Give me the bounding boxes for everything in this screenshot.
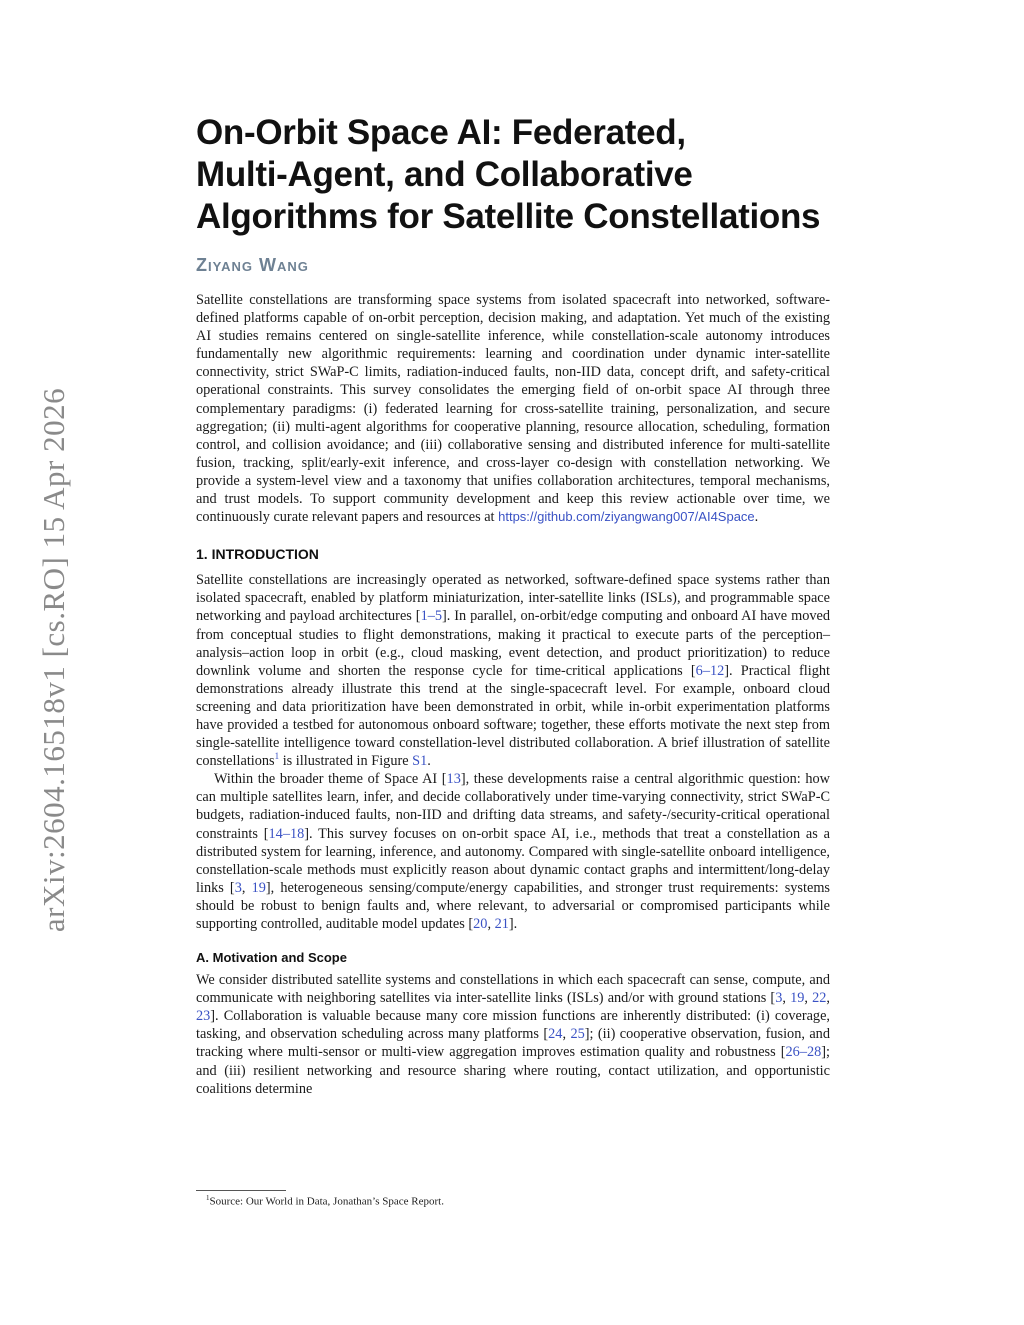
text-run: ], heterogeneous sensing/compute/energy capabilities, and stronger trust requirements: systems should be robust to benign faults and, where relevant, to adversarial or compromised participants while supporting controlled, auditable model updates [ xyxy=(196,879,830,932)
title-line: Algorithms for Satellite Constellations xyxy=(196,197,821,236)
main-column xyxy=(196,112,830,1098)
footnote xyxy=(206,1194,444,1208)
citation-link[interactable]: 25 xyxy=(570,1026,585,1043)
arxiv-identifier: arXiv:2604.16518v1 [cs.RO] 15 Apr 2026 xyxy=(36,387,71,933)
author-name: Ziyang Wang xyxy=(196,255,309,275)
text-run: , xyxy=(241,879,252,896)
citation-link[interactable]: 1–5 xyxy=(420,608,443,625)
text-run: Within the broader theme of Space AI [ xyxy=(214,771,447,788)
section-heading-introduction: 1. INTRODUCTION xyxy=(196,546,319,563)
citation-link[interactable]: 13 xyxy=(446,771,461,788)
text-run: We consider distributed satellite systems and constellations in which each spacecraft can sense, compute, and communicate with neighboring satellites via inter-satellite links (ISLs) and/or with ground stations [ xyxy=(196,972,830,1007)
figure-link[interactable]: S1 xyxy=(412,753,428,770)
text-run: ]. Practical flight demonstrations already illustrate this trend at the single-spacecraft level. For example, onboard cloud screening and data prioritization have been demonstrated in orbit, while in-orbit experimentation platforms have provided a testbed for autonomous onboard software; together, these efforts motivate the next step from single-satellite intelligence toward constellation-level distributed collaboration. A brief illustration of satellite constellations xyxy=(196,662,830,770)
intro-paragraph-1 xyxy=(196,571,830,770)
text-run: ]. xyxy=(508,916,518,932)
text-run: ]. Collaboration is valuable because many core mission functions are inherently distributed: (i) coverage, tasking, and observation scheduling across many platforms [ xyxy=(196,1008,830,1043)
subsection-heading-motivation: A. Motivation and Scope xyxy=(196,950,347,966)
text-run: , xyxy=(804,990,813,1007)
footnote-divider xyxy=(196,1190,286,1191)
text-run: , xyxy=(826,990,830,1007)
citation-link[interactable]: 6–12 xyxy=(695,662,725,679)
text-run: , xyxy=(782,990,791,1007)
text-run: Satellite constellations are increasingly operated as networked, software-defined space systems rather than isolated spacecraft, enabled by platform miniaturization, inter-satellite links (ISLs), and programmable space networking and payload architectures [ xyxy=(196,572,830,625)
abstract xyxy=(196,291,830,526)
text-run: ], these developments raise a central algorithmic question: how can multiple satellites learn, infer, and decide collaboratively under time-varying connectivity, strict SWaP-C budgets, radiation-induced faults, non-IID and drifting data streams, and safety-/security-critical operational constraints [ xyxy=(196,771,830,842)
footnote-marker[interactable]: 1 xyxy=(274,751,280,762)
citation-link[interactable]: 14–18 xyxy=(268,825,305,842)
text-run: ]; and (iii) resilient networking and resource sharing where routing, contact utilization, and opportunistic coalitions determine xyxy=(196,1044,830,1097)
footnote-text: Source: Our World in Data, Jonathan’s Space Report. xyxy=(209,1195,444,1208)
citation-link[interactable]: 23 xyxy=(196,1008,211,1025)
abstract-text: Satellite constellations are transforming space systems from isolated spacecraft into networked, software-defined platforms capable of on-orbit perception, decision making, and adaptation. Yet much of the existing AI studies remains centered on single-satellite inference, while constellation-scale autonomy introduces fundamentally new algorithmic requirements: learning and coordination under dynamic inter-satellite connectivity, strict SWaP-C limits, radiation-induced faults, non-IID data, concept drift, and safety-critical operational constraints. This survey consolidates the emerging field of on-orbit space AI through three complementary paradigms: (i) federated learning for cross-satellite training, personalization, and secure aggregation; (ii) multi-agent algorithms for cooperative planning, resource allocation, scheduling, formation control, and collision avoidance; and (iii) collaborative sensing and distributed inference for multi-satellite fusion, tracking, split/early-exit inference, and cross-layer co-design with constellation networking. We provide a system-level view and a taxonomy that unifies collaboration architectures, temporal mechanisms, and trust models. To support community development and keep this review actionable over time, we continuously curate relevant papers and resources at xyxy=(196,292,830,526)
title-line: On-Orbit Space AI: Federated, xyxy=(196,113,686,152)
intro-paragraph-2 xyxy=(196,770,830,933)
citation-link[interactable]: 21 xyxy=(494,916,509,932)
citation-link[interactable]: 19 xyxy=(790,990,805,1007)
text-run: , xyxy=(487,916,495,932)
footnote-mark: 1 xyxy=(206,1194,210,1202)
citation-link[interactable]: 3 xyxy=(234,879,242,896)
repository-link[interactable]: https://github.com/ziyangwang007/AI4Space xyxy=(498,509,755,525)
text-run: ]; (ii) cooperative observation, fusion, and tracking where multi-sensor or multi-view aggregation improves estimation quality and robustness [ xyxy=(196,1026,830,1061)
text-run: , xyxy=(562,1026,571,1043)
citation-link[interactable]: 20 xyxy=(473,916,488,932)
motivation-paragraph xyxy=(196,971,830,1098)
text-run: . xyxy=(427,753,431,770)
text-run: is illustrated in Figure xyxy=(279,753,413,770)
paper-title xyxy=(196,112,830,238)
title-line: Multi-Agent, and Collaborative xyxy=(196,155,693,194)
text-run: ]. In parallel, on-orbit/edge computing and onboard AI have moved from conceptual studies to flight demonstrations, making it practical to execute parts of the perception–analysis–action loop in orbit (e.g., cloud masking, event detection, and product prioritization) to reduce downlink volume and shorten the response cycle for time-critical applications [ xyxy=(196,608,830,679)
citation-link[interactable]: 3 xyxy=(775,990,783,1007)
text-run: ]. This survey focuses on on-orbit space AI, i.e., methods that treat a constellation as a distributed system for learning, inference, and autonomy. Compared with single-satellite onboard intelligence, constellation-scale methods must explicitly reason about dynamic contact graphs and intermittent/long-delay links [ xyxy=(196,825,830,896)
citation-link[interactable]: 22 xyxy=(812,990,827,1007)
citation-link[interactable]: 24 xyxy=(548,1026,563,1043)
abstract-end: . xyxy=(754,509,759,526)
citation-link[interactable]: 26–28 xyxy=(785,1044,822,1061)
citation-link[interactable]: 19 xyxy=(251,879,266,896)
